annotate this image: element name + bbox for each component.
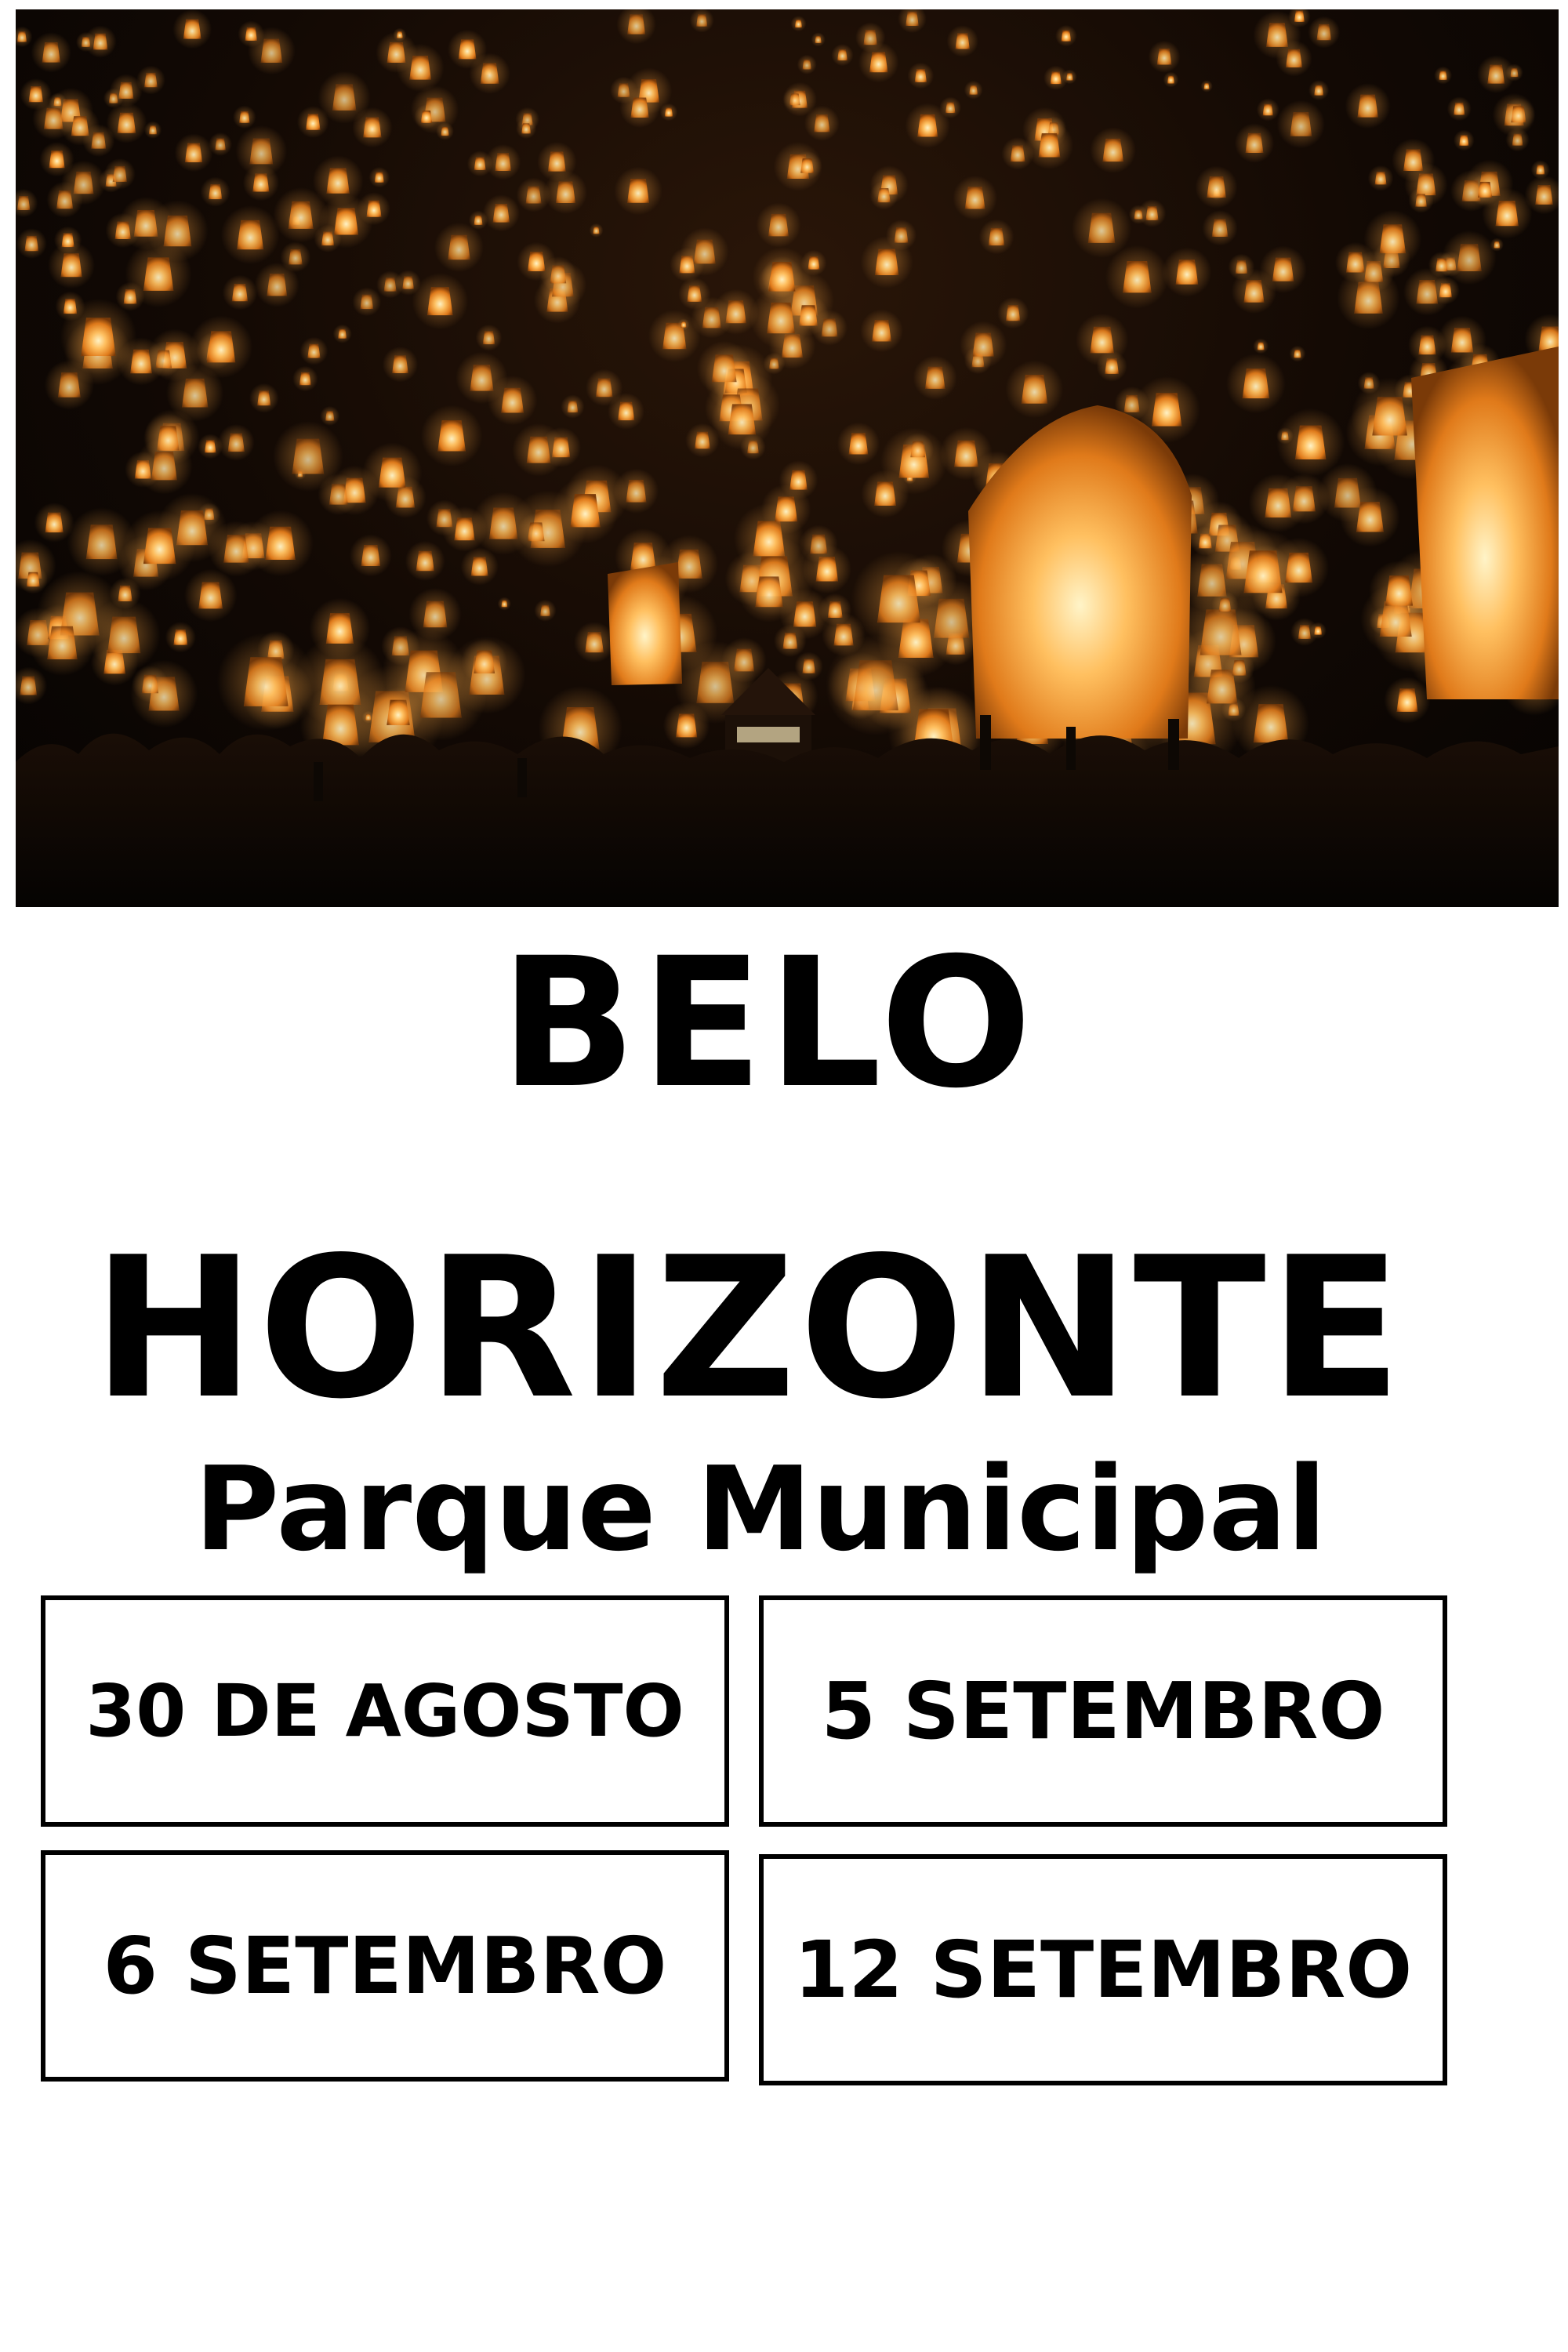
sky-lantern <box>678 278 710 310</box>
sky-lantern <box>697 341 752 396</box>
sky-lanterns-illustration <box>16 9 1559 907</box>
date-label: 30 DE AGOSTO <box>85 1669 684 1753</box>
sky-lantern <box>586 369 622 406</box>
sky-lantern <box>461 639 507 685</box>
sky-lantern <box>721 637 766 682</box>
sky-lantern <box>1076 314 1128 366</box>
sky-lantern <box>517 242 555 281</box>
sky-lantern <box>1469 174 1501 205</box>
sky-lantern <box>405 541 445 581</box>
sky-lantern <box>16 27 32 48</box>
sky-lantern <box>369 167 390 187</box>
sky-lantern <box>1224 652 1254 683</box>
sky-lantern <box>552 477 618 543</box>
sky-lantern <box>105 213 140 249</box>
sky-lantern <box>750 287 812 349</box>
sky-lantern <box>221 205 280 264</box>
sky-lantern <box>1408 187 1433 212</box>
sky-lantern <box>851 551 946 646</box>
sky-lantern <box>190 315 252 378</box>
sky-lantern <box>414 104 438 129</box>
sky-lantern <box>1502 98 1535 131</box>
sky-lantern <box>793 151 822 180</box>
sky-lantern <box>76 32 96 52</box>
sky-lantern <box>913 356 957 400</box>
sky-lantern <box>1392 139 1435 182</box>
sky-lantern <box>939 96 961 118</box>
sky-lantern <box>1447 96 1472 121</box>
sky-lantern <box>534 600 556 622</box>
sky-lantern <box>483 194 520 231</box>
sky-lantern <box>333 325 352 343</box>
sky-lantern <box>1253 339 1269 354</box>
sky-lantern <box>476 325 503 351</box>
sky-lantern <box>902 433 934 465</box>
sky-lantern <box>1090 127 1136 173</box>
sky-lantern <box>517 514 555 551</box>
sky-lantern <box>1490 238 1504 251</box>
sky-lantern <box>794 652 822 680</box>
sky-lantern <box>614 167 662 216</box>
sky-lantern <box>960 321 1007 368</box>
sky-lantern <box>362 443 422 503</box>
sky-lantern <box>1276 40 1312 76</box>
sky-lantern <box>1055 25 1077 47</box>
sky-lantern <box>318 71 371 124</box>
sky-lantern <box>172 9 212 49</box>
sky-lantern <box>350 535 392 577</box>
sky-lantern <box>218 424 255 461</box>
large-lantern-far-right <box>1411 347 1559 699</box>
sky-lantern <box>299 337 328 365</box>
sky-lantern <box>1369 561 1429 621</box>
sky-lantern <box>1129 205 1148 223</box>
sky-lantern <box>940 427 993 480</box>
sky-lantern <box>1308 80 1329 100</box>
sky-lantern <box>1408 326 1446 365</box>
sky-lantern <box>132 666 169 702</box>
sky-lantern <box>184 569 238 622</box>
sky-lantern <box>837 423 880 465</box>
sky-lantern <box>616 9 655 44</box>
date-box-1 <box>41 1595 729 1827</box>
sky-lantern <box>1340 487 1400 547</box>
sky-lantern <box>512 423 565 477</box>
sky-lantern <box>898 9 927 33</box>
sky-lantern <box>1257 99 1279 122</box>
date-box-4 <box>759 1854 1447 2085</box>
sky-lantern <box>855 22 885 52</box>
sky-lantern <box>811 310 848 346</box>
sky-lantern <box>1162 248 1211 297</box>
date-label: 6 SETEMBRO <box>103 1920 667 2012</box>
sky-lantern <box>797 55 817 74</box>
sky-lantern <box>1289 346 1305 362</box>
sky-lantern <box>681 227 729 276</box>
sky-lantern <box>29 610 95 676</box>
sky-lantern <box>88 598 161 671</box>
sky-lantern <box>175 133 213 172</box>
sky-lantern <box>1384 677 1430 723</box>
sky-lantern <box>574 622 615 662</box>
sky-lantern <box>217 633 315 731</box>
sky-lantern <box>235 125 287 177</box>
lantern-mid-left <box>608 562 682 685</box>
sky-lantern <box>589 223 603 238</box>
sky-lantern <box>1308 16 1340 49</box>
sky-lantern <box>953 176 997 220</box>
sky-lantern <box>711 389 772 450</box>
sky-lantern <box>461 547 499 585</box>
sky-lantern <box>947 25 978 56</box>
sky-lantern <box>16 189 38 217</box>
sky-lantern <box>861 236 913 289</box>
sky-lantern <box>1025 122 1073 169</box>
date-label: 12 SETEMBRO <box>793 1924 1413 2016</box>
sky-lantern <box>16 667 47 705</box>
sky-lantern <box>19 564 48 593</box>
sky-lantern <box>831 44 853 66</box>
sky-lantern <box>1442 230 1496 285</box>
sky-lantern <box>997 297 1029 328</box>
city-title-line-2: HORIZONTE <box>92 1216 1406 1442</box>
sky-lantern <box>320 406 339 426</box>
sky-lantern <box>1006 361 1064 419</box>
sky-lantern <box>964 81 983 100</box>
sky-lantern <box>908 63 935 89</box>
sky-lantern <box>397 44 445 92</box>
sky-lantern <box>1149 41 1181 73</box>
sky-lantern <box>16 228 47 259</box>
city-title-line-1: BELO <box>499 919 1037 1127</box>
sky-lantern <box>498 597 511 610</box>
sky-lantern <box>393 28 406 42</box>
sky-lantern <box>1163 72 1179 88</box>
sky-lantern <box>677 318 689 330</box>
sky-lantern <box>690 9 714 33</box>
sky-lantern <box>45 360 94 409</box>
sky-lantern <box>198 434 223 459</box>
date-box-3 <box>41 1850 729 2082</box>
sky-lantern <box>125 241 192 307</box>
sky-lantern <box>249 383 279 413</box>
sky-lantern <box>292 366 318 392</box>
sky-lantern <box>146 341 182 377</box>
sky-lantern <box>46 181 82 217</box>
sky-lantern <box>826 635 926 735</box>
sky-lantern <box>1364 210 1422 268</box>
sky-lantern <box>1454 130 1475 151</box>
sky-lantern <box>561 395 584 419</box>
sky-lantern <box>1277 100 1325 148</box>
sky-lantern <box>791 16 807 31</box>
sky-lantern <box>860 310 903 353</box>
sky-lantern <box>54 227 82 254</box>
sky-lantern <box>1276 408 1345 477</box>
date-label: 5 SETEMBRO <box>821 1665 1385 1757</box>
sky-lantern <box>800 525 838 564</box>
sky-lantern <box>537 142 576 181</box>
sky-lantern <box>488 376 537 425</box>
sky-lantern <box>165 622 196 652</box>
sky-lantern <box>31 32 71 72</box>
sky-lantern <box>861 470 909 517</box>
sky-lantern <box>1279 474 1329 524</box>
sky-lantern <box>1290 618 1319 646</box>
sky-lantern <box>67 507 136 576</box>
sky-lantern <box>774 625 806 657</box>
sky-lantern <box>1235 123 1274 162</box>
venue-subtitle: Parque Municipal <box>194 1442 1327 1577</box>
sky-lantern <box>255 263 299 307</box>
sky-lantern <box>352 288 381 317</box>
sky-lantern <box>1531 160 1550 179</box>
sky-lantern <box>104 158 136 190</box>
sky-lantern <box>1434 67 1452 85</box>
sky-lantern <box>383 347 418 382</box>
sky-lantern <box>1044 66 1068 90</box>
sky-lantern <box>660 103 678 122</box>
sky-lantern <box>1202 210 1237 245</box>
sky-lantern <box>442 506 488 552</box>
sky-lantern <box>1232 269 1276 314</box>
sky-lantern <box>1196 166 1238 209</box>
sky-lantern <box>82 124 115 157</box>
sky-lantern <box>756 203 800 248</box>
sky-lantern <box>1345 83 1391 129</box>
sky-lantern <box>1505 64 1523 81</box>
sky-lantern <box>223 275 258 310</box>
sky-lantern <box>136 66 165 95</box>
sky-lantern <box>614 469 659 514</box>
sky-lantern <box>467 151 493 176</box>
sky-lantern <box>1368 165 1394 191</box>
sky-lantern <box>395 270 420 295</box>
sky-lantern <box>779 460 818 499</box>
sky-lantern <box>979 220 1014 255</box>
sky-lantern <box>319 194 372 248</box>
sky-lantern <box>248 27 296 74</box>
sky-lantern <box>201 177 230 207</box>
sky-lantern <box>783 88 807 111</box>
hero-photo-lanterns <box>16 9 1559 907</box>
sky-lantern <box>1403 268 1451 316</box>
sky-lantern <box>663 702 710 750</box>
sky-lantern <box>516 118 536 139</box>
sky-lantern <box>1200 80 1213 93</box>
sky-lantern <box>1269 538 1329 598</box>
sky-lantern <box>436 122 454 140</box>
sky-lantern <box>1105 245 1169 309</box>
sky-lantern <box>39 142 74 176</box>
sky-lantern <box>448 30 487 69</box>
sky-lantern <box>273 421 343 492</box>
sky-lantern <box>811 32 826 46</box>
sky-lantern <box>233 106 256 129</box>
sky-lantern <box>1072 198 1131 258</box>
sky-lantern <box>421 405 483 467</box>
sky-lantern <box>136 437 193 495</box>
date-box-2 <box>759 1595 1447 1827</box>
sky-lantern <box>434 223 484 272</box>
sky-lantern <box>869 181 898 209</box>
sky-lantern <box>620 88 660 128</box>
sky-lantern <box>1226 354 1286 413</box>
sky-lantern <box>209 521 264 576</box>
